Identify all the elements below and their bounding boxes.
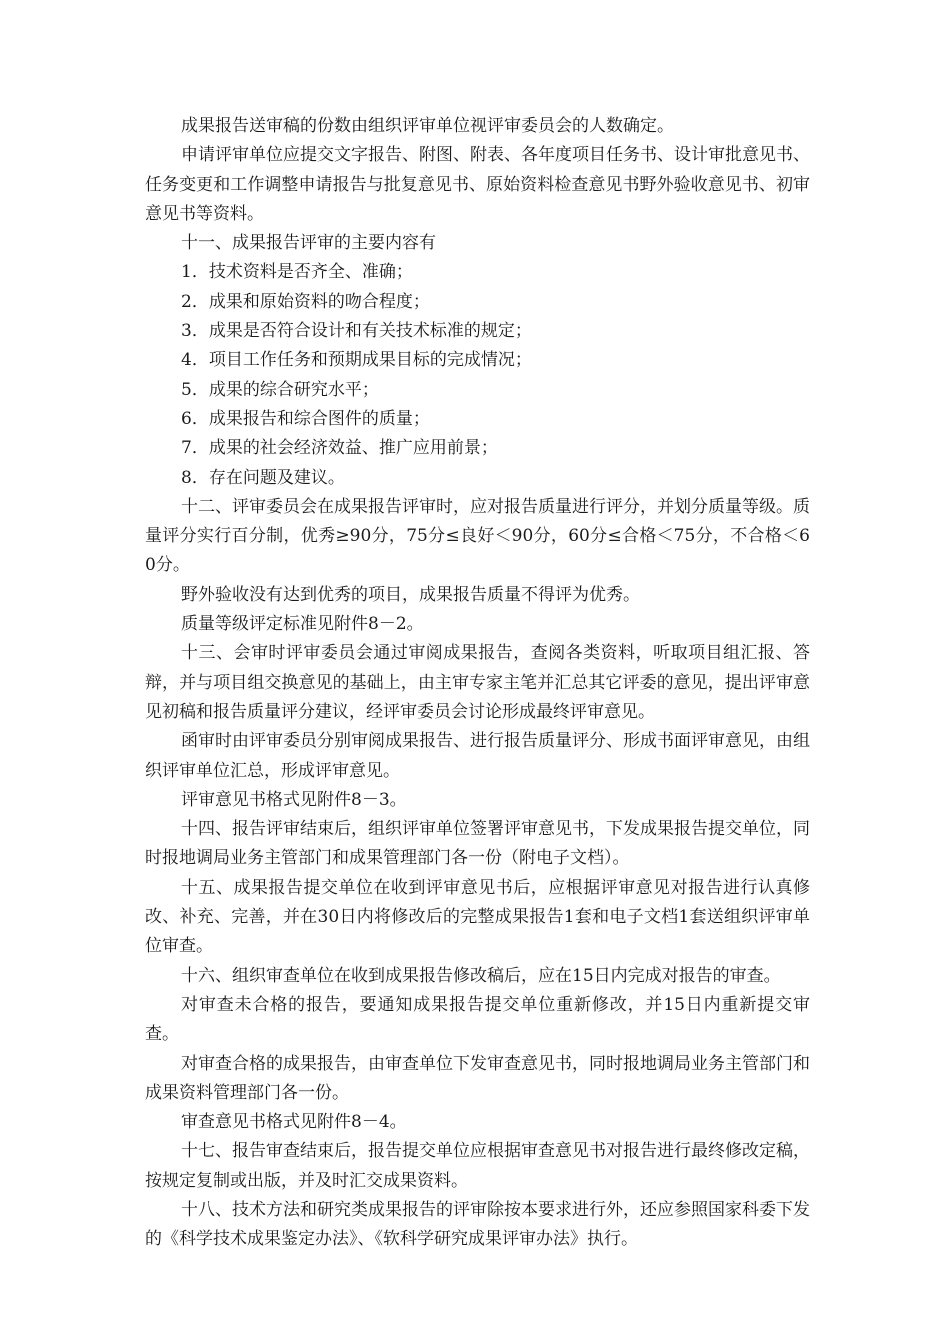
section-15: 十五、成果报告提交单位在收到评审意见书后，应根据评审意见对报告进行认真修改、补充、完善，并在30日内将修改后的完整成果报告1套和电子文档1套送组织评审单位审查。 xyxy=(145,877,810,957)
document-page xyxy=(145,112,810,1255)
list-item-8: 8．存在问题及建议。 xyxy=(181,467,345,488)
section-13: 十三、会审时评审委员会通过审阅成果报告，查阅各类资料，听取项目组汇报、答辩，并与项目组交换意见的基础上，由主审专家主笔并汇总其它评委的意见，提出评审意见初稿和报告质量评分建议，经评审委员会讨论形成最终评审意见。 xyxy=(145,643,810,722)
paragraph-report-copies: 成果报告送审稿的份数由组织评审单位视评审委员会的人数确定。 xyxy=(181,116,674,136)
paragraph-passed-review: 对审查合格的成果报告，由审查单位下发审查意见书，同时报地调局业务主管部门和成果资料管理部门各一份。 xyxy=(145,1053,810,1103)
section-heading-11: 十一、成果报告评审的主要内容有 xyxy=(181,233,436,254)
paragraph-field-acceptance: 野外验收没有达到优秀的项目，成果报告质量不得评为优秀。 xyxy=(181,584,640,605)
paragraph-failed-review: 对审查未合格的报告，要通知成果报告提交单位重新修改，并15日内重新提交审查。 xyxy=(145,994,810,1045)
list-item-1: 1．技术资料是否齐全、准确； xyxy=(181,262,413,283)
section-17: 十七、报告审查结束后，报告提交单位应根据审查意见书对报告进行最终修改定稿，按规定复制或出版，并及时汇交成果资料。 xyxy=(145,1141,810,1191)
section-18: 十八、技术方法和研究类成果报告的评审除按本要求进行外，还应参照国家科委下发的《科学技术成果鉴定办法》、《软科学研究成果评审办法》执行。 xyxy=(145,1199,810,1250)
list-item-4: 4．项目工作任务和预期成果目标的完成情况； xyxy=(181,350,532,371)
paragraph-submission-materials: 申请评审单位应提交文字报告、附图、附表、各年度项目任务书、设计审批意见书、任务变更和工作调整申请报告与批复意见书、原始资料检查意见书野外验收意见书、初审意见书等资料。 xyxy=(145,145,810,224)
section-14: 十四、报告评审结束后，组织评审单位签署评审意见书，下发成果报告提交单位，同时报地调局业务主管部门和成果管理部门各一份（附电子文档）。 xyxy=(145,819,810,869)
list-item-7: 7．成果的社会经济效益、推广应用前景； xyxy=(181,438,498,459)
section-12: 十二、评审委员会在成果报告评审时，应对报告质量进行评分，并划分质量等级。质量评分实行百分制，优秀≥90分，75分≤良好＜90分，60分≤合格＜75分，不合格＜60分。 xyxy=(145,496,810,576)
list-item-6: 6．成果报告和综合图件的质量； xyxy=(181,408,430,429)
list-item-3: 3．成果是否符合设计和有关技术标准的规定； xyxy=(181,321,532,342)
paragraph-letter-review: 函审时由评审委员分别审阅成果报告、进行报告质量评分、形成书面评审意见，由组织评审单位汇总，形成评审意见。 xyxy=(145,731,810,781)
list-item-2: 2．成果和原始资料的吻合程度； xyxy=(181,291,430,312)
paragraph-review-format: 评审意见书格式见附件8－3。 xyxy=(181,789,407,810)
section-16: 十六、组织审查单位在收到成果报告修改稿后，应在15日内完成对报告的审查。 xyxy=(181,965,781,986)
paragraph-audit-format: 审查意见书格式见附件8－4。 xyxy=(181,1112,407,1133)
list-item-5: 5．成果的综合研究水平； xyxy=(181,379,379,400)
paragraph-grading-standard: 质量等级评定标准见附件8－2。 xyxy=(181,614,424,635)
